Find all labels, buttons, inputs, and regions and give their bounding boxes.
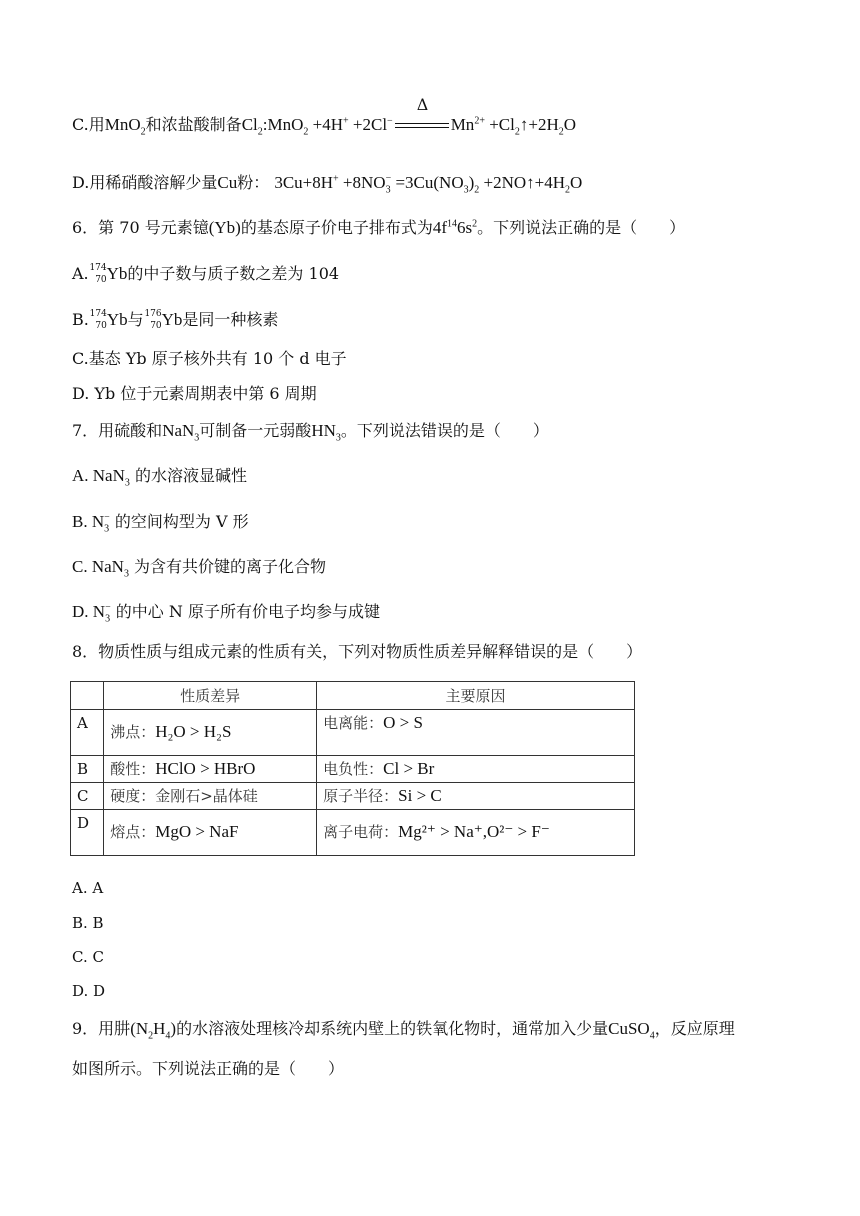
- table-header: 主要原因: [317, 682, 635, 710]
- table-header: 性质差异: [104, 682, 317, 710]
- q5-c-formula-2: $Cl_2:MnO_2 +4H^+ +2Cl^-$: [241, 115, 393, 138]
- reason-cell: 原子半径：Si > C: [317, 783, 635, 810]
- table-row: [71, 810, 635, 856]
- q5-d-text: D.用稀硝酸溶解少量: [72, 173, 218, 192]
- q8-option-d: D. D: [72, 982, 106, 1000]
- q6-option-d: D. Yb 位于元素周期表中第 6 周期: [72, 384, 317, 403]
- q5-c-formula-3: $Mn^{2+}$ $+Cl_2↑+2H_2O$: [450, 115, 577, 138]
- q5-d-cu: Cu: [217, 173, 238, 192]
- q5-option-c: [72, 95, 577, 138]
- q8-option-c: C. C: [72, 948, 104, 966]
- q7-option-a: A. NaN$_3$ 的水溶液显碱性: [72, 466, 247, 489]
- q7-option-c: C. NaN$_3$ 为含有共价键的离子化合物: [72, 557, 327, 580]
- q5-c-text-2: 和浓盐酸制备: [145, 115, 242, 134]
- q8-stem: 8．物质性质与组成元素的性质有关，下列对物质性质差异解释错误的是（ ）: [72, 642, 643, 661]
- diff-cell: 熔点：MgO > NaF: [104, 810, 317, 856]
- q7-option-d: D. $N_3^-$ 的中心 N 原子所有价电子均参与成键: [72, 602, 380, 625]
- q6-stem-text-2: 的基态原子价电子排布式为: [240, 218, 433, 237]
- q6-option-b: B. 174 70 Yb与 176 70 Yb是同一种核素: [72, 309, 279, 331]
- reason-cell: 电离能：O > S: [317, 710, 635, 756]
- q6-option-a: A. 174 70 Yb的中子数与质子数之差为 104: [72, 263, 340, 285]
- q8-option-a: A. A: [72, 879, 104, 897]
- table-row: [71, 783, 635, 810]
- q9-stem-line1: 9．用肼$(N_2H_4)$的水溶液处理核冷却系统内壁上的铁氧化物时，通常加入少量CuSO$_4$，反应原理: [72, 1019, 735, 1042]
- reason-cell: 离子电荷：Mg²⁺ > Na⁺,O²⁻ > F⁻: [317, 810, 635, 856]
- heat-equals-sign: Δ: [393, 114, 451, 136]
- row-label: C: [71, 783, 104, 810]
- q6-option-c: C.基态 Yb 原子核外共有 10 个 d 电子: [72, 349, 347, 368]
- table-header: [71, 682, 104, 710]
- q9-stem-line2: 如图所示。下列说法正确的是（ ）: [72, 1059, 345, 1078]
- row-label: A: [71, 710, 104, 756]
- isotope-174: 174 70: [89, 309, 107, 331]
- q5-c-formula-1: MnO$_2$: [104, 115, 146, 138]
- diff-cell: 硬度：金刚石>晶体硅: [104, 783, 317, 810]
- row-label: D: [71, 810, 104, 856]
- diff-cell: 沸点：H₂O > H₂S: [104, 710, 317, 756]
- q5-d-equation: $3Cu+8H^+ +8NO_3^- =3Cu(NO_3)_2$ $+2NO↑+4H_2O$: [274, 173, 583, 196]
- row-label: B: [71, 756, 104, 783]
- q7-stem: 7．用硫酸和NaN$_3$可制备一元弱酸$HN_3$。下列说法错误的是（ ）: [72, 421, 549, 444]
- table-row: [71, 756, 635, 783]
- q6-stem-text-3: 。下列说法正确的是（ ）: [477, 218, 686, 237]
- table-row: [71, 710, 635, 756]
- table-header-row: [71, 682, 635, 710]
- q8-option-b: B. B: [72, 914, 104, 932]
- reason-cell: 电负性：Cl > Br: [317, 756, 635, 783]
- q6-yb-symbol: (Yb): [208, 218, 241, 237]
- q5-c-text: C.用: [72, 115, 105, 134]
- q6-config: $4f^{14}6s^2$: [432, 218, 478, 237]
- isotope-174: 174 70: [89, 263, 107, 285]
- q7-option-b: B. $N_3^-$ 的空间构型为 V 形: [72, 512, 249, 535]
- q6-stem-text: 6．第 70 号元素镱: [72, 218, 209, 237]
- isotope-176: 176 70: [144, 309, 162, 331]
- q5-option-d: [72, 172, 582, 194]
- property-table: [70, 681, 635, 856]
- q5-d-text-2: 粉：: [237, 173, 270, 192]
- q6-stem: [72, 217, 685, 239]
- diff-cell: 酸性：HClO > HBrO: [104, 756, 317, 783]
